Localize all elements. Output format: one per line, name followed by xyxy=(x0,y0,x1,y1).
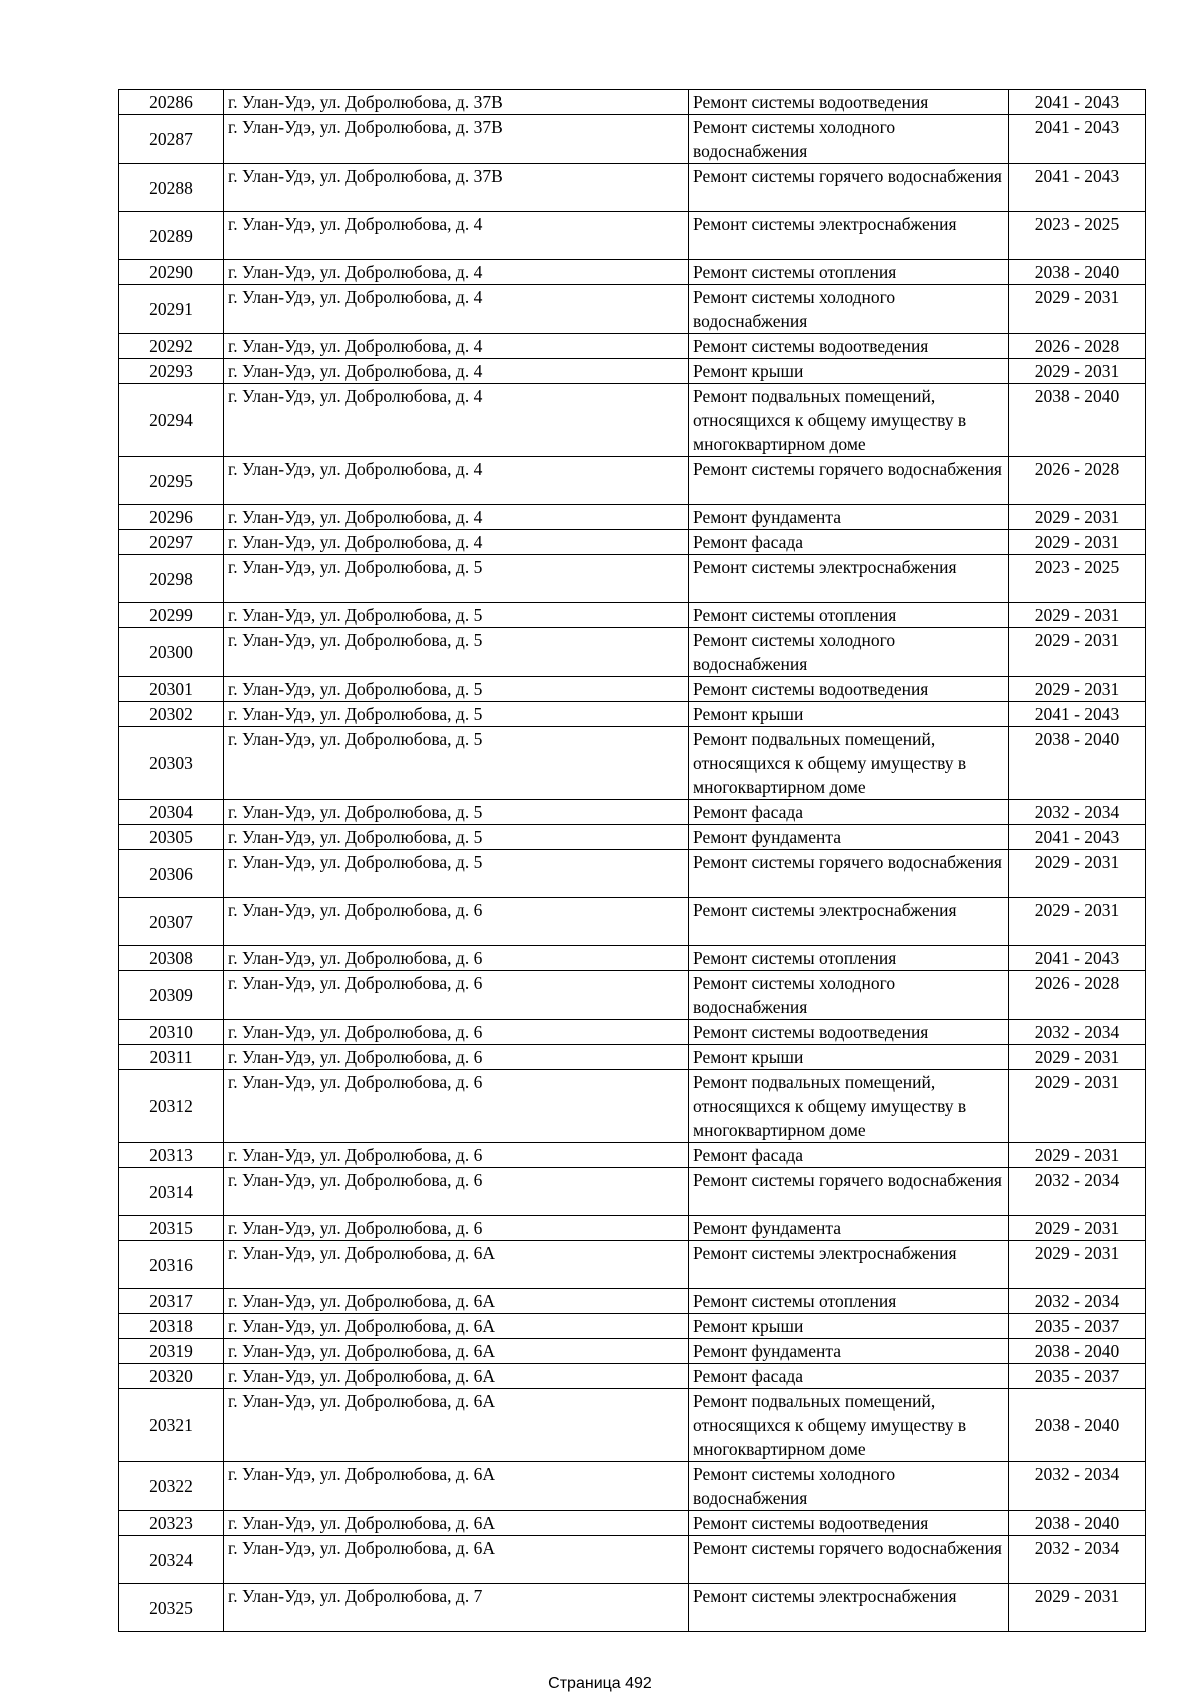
table-row xyxy=(119,1168,1146,1216)
row-number-cell: 20287 xyxy=(119,115,224,164)
years-cell: 2029 - 2031 xyxy=(1009,530,1146,555)
years-cell: 2038 - 2040 xyxy=(1009,1389,1146,1462)
work-type-cell: Ремонт фасада xyxy=(689,1143,1009,1168)
table-row xyxy=(119,727,1146,800)
table-row xyxy=(119,359,1146,384)
table-row xyxy=(119,825,1146,850)
work-type-cell: Ремонт подвальных помещений, относящихся к общему имуществу в многоквартирном доме xyxy=(689,727,1009,800)
address-cell: г. Улан-Удэ, ул. Добролюбова, д. 5 xyxy=(224,628,689,677)
table-row xyxy=(119,285,1146,334)
years-cell: 2029 - 2031 xyxy=(1009,1584,1146,1632)
row-number-cell: 20312 xyxy=(119,1070,224,1143)
row-number-cell: 20315 xyxy=(119,1216,224,1241)
address-cell: г. Улан-Удэ, ул. Добролюбова, д. 4 xyxy=(224,285,689,334)
row-number-cell: 20297 xyxy=(119,530,224,555)
table-row xyxy=(119,555,1146,603)
work-type-cell: Ремонт системы электроснабжения xyxy=(689,1241,1009,1289)
address-cell: г. Улан-Удэ, ул. Добролюбова, д. 37В xyxy=(224,115,689,164)
row-number-cell: 20306 xyxy=(119,850,224,898)
address-cell: г. Улан-Удэ, ул. Добролюбова, д. 6 xyxy=(224,1216,689,1241)
row-number-cell: 20311 xyxy=(119,1045,224,1070)
row-number-cell: 20313 xyxy=(119,1143,224,1168)
work-type-cell: Ремонт системы холодного водоснабжения xyxy=(689,628,1009,677)
work-type-cell: Ремонт системы водоотведения xyxy=(689,677,1009,702)
work-type-cell: Ремонт крыши xyxy=(689,359,1009,384)
years-cell: 2029 - 2031 xyxy=(1009,1045,1146,1070)
row-number-cell: 20299 xyxy=(119,603,224,628)
address-cell: г. Улан-Удэ, ул. Добролюбова, д. 4 xyxy=(224,530,689,555)
years-cell: 2029 - 2031 xyxy=(1009,1216,1146,1241)
address-cell: г. Улан-Удэ, ул. Добролюбова, д. 5 xyxy=(224,677,689,702)
years-cell: 2032 - 2034 xyxy=(1009,1536,1146,1584)
work-type-cell: Ремонт крыши xyxy=(689,1314,1009,1339)
row-number-cell: 20325 xyxy=(119,1584,224,1632)
table-row xyxy=(119,260,1146,285)
table-row xyxy=(119,603,1146,628)
work-type-cell: Ремонт системы горячего водоснабжения xyxy=(689,850,1009,898)
years-cell: 2029 - 2031 xyxy=(1009,898,1146,946)
row-number-cell: 20324 xyxy=(119,1536,224,1584)
address-cell: г. Улан-Удэ, ул. Добролюбова, д. 5 xyxy=(224,555,689,603)
table-row xyxy=(119,1241,1146,1289)
table-row xyxy=(119,971,1146,1020)
table-row xyxy=(119,1511,1146,1536)
address-cell: г. Улан-Удэ, ул. Добролюбова, д. 7 xyxy=(224,1584,689,1632)
address-cell: г. Улан-Удэ, ул. Добролюбова, д. 6 xyxy=(224,1020,689,1045)
years-cell: 2035 - 2037 xyxy=(1009,1364,1146,1389)
years-cell: 2029 - 2031 xyxy=(1009,1070,1146,1143)
table-row xyxy=(119,1289,1146,1314)
work-type-cell: Ремонт фасада xyxy=(689,530,1009,555)
work-type-cell: Ремонт системы электроснабжения xyxy=(689,212,1009,260)
address-cell: г. Улан-Удэ, ул. Добролюбова, д. 6 xyxy=(224,1168,689,1216)
table-row xyxy=(119,115,1146,164)
work-type-cell: Ремонт системы горячего водоснабжения xyxy=(689,164,1009,212)
table-row xyxy=(119,702,1146,727)
address-cell: г. Улан-Удэ, ул. Добролюбова, д. 4 xyxy=(224,212,689,260)
years-cell: 2038 - 2040 xyxy=(1009,384,1146,457)
address-cell: г. Улан-Удэ, ул. Добролюбова, д. 6 xyxy=(224,1070,689,1143)
address-cell: г. Улан-Удэ, ул. Добролюбова, д. 4 xyxy=(224,384,689,457)
table-row xyxy=(119,530,1146,555)
row-number-cell: 20290 xyxy=(119,260,224,285)
work-type-cell: Ремонт системы электроснабжения xyxy=(689,555,1009,603)
row-number-cell: 20289 xyxy=(119,212,224,260)
row-number-cell: 20316 xyxy=(119,1241,224,1289)
row-number-cell: 20320 xyxy=(119,1364,224,1389)
address-cell: г. Улан-Удэ, ул. Добролюбова, д. 5 xyxy=(224,800,689,825)
row-number-cell: 20310 xyxy=(119,1020,224,1045)
address-cell: г. Улан-Удэ, ул. Добролюбова, д. 6 xyxy=(224,1143,689,1168)
work-type-cell: Ремонт системы холодного водоснабжения xyxy=(689,971,1009,1020)
address-cell: г. Улан-Удэ, ул. Добролюбова, д. 6А xyxy=(224,1289,689,1314)
row-number-cell: 20308 xyxy=(119,946,224,971)
row-number-cell: 20307 xyxy=(119,898,224,946)
years-cell: 2029 - 2031 xyxy=(1009,628,1146,677)
years-cell: 2032 - 2034 xyxy=(1009,1462,1146,1511)
table-row xyxy=(119,898,1146,946)
row-number-cell: 20314 xyxy=(119,1168,224,1216)
row-number-cell: 20292 xyxy=(119,334,224,359)
years-cell: 2029 - 2031 xyxy=(1009,1143,1146,1168)
table-row xyxy=(119,164,1146,212)
table-row xyxy=(119,384,1146,457)
address-cell: г. Улан-Удэ, ул. Добролюбова, д. 6А xyxy=(224,1389,689,1462)
years-cell: 2023 - 2025 xyxy=(1009,555,1146,603)
years-cell: 2038 - 2040 xyxy=(1009,1511,1146,1536)
work-type-cell: Ремонт крыши xyxy=(689,1045,1009,1070)
table-row xyxy=(119,850,1146,898)
page-number: Страница 492 xyxy=(548,1675,652,1692)
row-number-cell: 20300 xyxy=(119,628,224,677)
row-number-cell: 20291 xyxy=(119,285,224,334)
years-cell: 2026 - 2028 xyxy=(1009,457,1146,505)
address-cell: г. Улан-Удэ, ул. Добролюбова, д. 6А xyxy=(224,1241,689,1289)
years-cell: 2038 - 2040 xyxy=(1009,727,1146,800)
row-number-cell: 20298 xyxy=(119,555,224,603)
row-number-cell: 20301 xyxy=(119,677,224,702)
table-row xyxy=(119,1364,1146,1389)
address-cell: г. Улан-Удэ, ул. Добролюбова, д. 6А xyxy=(224,1339,689,1364)
table-row xyxy=(119,1045,1146,1070)
row-number-cell: 20288 xyxy=(119,164,224,212)
table-row xyxy=(119,1143,1146,1168)
row-number-cell: 20296 xyxy=(119,505,224,530)
years-cell: 2029 - 2031 xyxy=(1009,1241,1146,1289)
row-number-cell: 20305 xyxy=(119,825,224,850)
work-type-cell: Ремонт фундамента xyxy=(689,505,1009,530)
work-type-cell: Ремонт системы холодного водоснабжения xyxy=(689,115,1009,164)
years-cell: 2026 - 2028 xyxy=(1009,971,1146,1020)
years-cell: 2041 - 2043 xyxy=(1009,164,1146,212)
row-number-cell: 20321 xyxy=(119,1389,224,1462)
work-type-cell: Ремонт системы холодного водоснабжения xyxy=(689,1462,1009,1511)
row-number-cell: 20286 xyxy=(119,90,224,115)
work-type-cell: Ремонт фасада xyxy=(689,1364,1009,1389)
address-cell: г. Улан-Удэ, ул. Добролюбова, д. 5 xyxy=(224,702,689,727)
table-row xyxy=(119,800,1146,825)
years-cell: 2029 - 2031 xyxy=(1009,505,1146,530)
address-cell: г. Улан-Удэ, ул. Добролюбова, д. 6А xyxy=(224,1536,689,1584)
years-cell: 2038 - 2040 xyxy=(1009,260,1146,285)
row-number-cell: 20304 xyxy=(119,800,224,825)
years-cell: 2032 - 2034 xyxy=(1009,1289,1146,1314)
row-number-cell: 20322 xyxy=(119,1462,224,1511)
table-row xyxy=(119,1314,1146,1339)
work-type-cell: Ремонт фундамента xyxy=(689,1216,1009,1241)
address-cell: г. Улан-Удэ, ул. Добролюбова, д. 5 xyxy=(224,825,689,850)
table-row xyxy=(119,90,1146,115)
years-cell: 2032 - 2034 xyxy=(1009,800,1146,825)
work-type-cell: Ремонт системы отопления xyxy=(689,603,1009,628)
years-cell: 2023 - 2025 xyxy=(1009,212,1146,260)
years-cell: 2029 - 2031 xyxy=(1009,285,1146,334)
address-cell: г. Улан-Удэ, ул. Добролюбова, д. 6 xyxy=(224,898,689,946)
row-number-cell: 20309 xyxy=(119,971,224,1020)
work-type-cell: Ремонт подвальных помещений, относящихся к общему имуществу в многоквартирном доме xyxy=(689,1389,1009,1462)
work-type-cell: Ремонт системы отопления xyxy=(689,1289,1009,1314)
row-number-cell: 20323 xyxy=(119,1511,224,1536)
years-cell: 2041 - 2043 xyxy=(1009,115,1146,164)
work-type-cell: Ремонт системы отопления xyxy=(689,260,1009,285)
work-type-cell: Ремонт системы электроснабжения xyxy=(689,1584,1009,1632)
address-cell: г. Улан-Удэ, ул. Добролюбова, д. 6 xyxy=(224,971,689,1020)
address-cell: г. Улан-Удэ, ул. Добролюбова, д. 4 xyxy=(224,359,689,384)
row-number-cell: 20295 xyxy=(119,457,224,505)
row-number-cell: 20294 xyxy=(119,384,224,457)
table-row xyxy=(119,1584,1146,1632)
years-cell: 2041 - 2043 xyxy=(1009,946,1146,971)
years-cell: 2035 - 2037 xyxy=(1009,1314,1146,1339)
table-row xyxy=(119,505,1146,530)
work-type-cell: Ремонт подвальных помещений, относящихся к общему имуществу в многоквартирном доме xyxy=(689,384,1009,457)
years-cell: 2032 - 2034 xyxy=(1009,1168,1146,1216)
address-cell: г. Улан-Удэ, ул. Добролюбова, д. 6А xyxy=(224,1511,689,1536)
work-type-cell: Ремонт системы водоотведения xyxy=(689,1511,1009,1536)
work-type-cell: Ремонт системы холодного водоснабжения xyxy=(689,285,1009,334)
table-row xyxy=(119,212,1146,260)
address-cell: г. Улан-Удэ, ул. Добролюбова, д. 4 xyxy=(224,260,689,285)
work-type-cell: Ремонт фундамента xyxy=(689,825,1009,850)
years-cell: 2041 - 2043 xyxy=(1009,825,1146,850)
row-number-cell: 20318 xyxy=(119,1314,224,1339)
row-number-cell: 20303 xyxy=(119,727,224,800)
row-number-cell: 20293 xyxy=(119,359,224,384)
address-cell: г. Улан-Удэ, ул. Добролюбова, д. 6 xyxy=(224,1045,689,1070)
work-type-cell: Ремонт системы отопления xyxy=(689,946,1009,971)
work-type-cell: Ремонт системы горячего водоснабжения xyxy=(689,1536,1009,1584)
address-cell: г. Улан-Удэ, ул. Добролюбова, д. 5 xyxy=(224,850,689,898)
years-cell: 2029 - 2031 xyxy=(1009,677,1146,702)
address-cell: г. Улан-Удэ, ул. Добролюбова, д. 4 xyxy=(224,457,689,505)
row-number-cell: 20317 xyxy=(119,1289,224,1314)
table-row xyxy=(119,677,1146,702)
address-cell: г. Улан-Удэ, ул. Добролюбова, д. 5 xyxy=(224,727,689,800)
years-cell: 2032 - 2034 xyxy=(1009,1020,1146,1045)
work-type-cell: Ремонт фундамента xyxy=(689,1339,1009,1364)
table-row xyxy=(119,1216,1146,1241)
table-row xyxy=(119,1536,1146,1584)
years-cell: 2029 - 2031 xyxy=(1009,850,1146,898)
work-type-cell: Ремонт системы горячего водоснабжения xyxy=(689,1168,1009,1216)
years-cell: 2041 - 2043 xyxy=(1009,702,1146,727)
table-row xyxy=(119,334,1146,359)
table-row xyxy=(119,1020,1146,1045)
address-cell: г. Улан-Удэ, ул. Добролюбова, д. 4 xyxy=(224,334,689,359)
table-row xyxy=(119,1389,1146,1462)
address-cell: г. Улан-Удэ, ул. Добролюбова, д. 5 xyxy=(224,603,689,628)
address-cell: г. Улан-Удэ, ул. Добролюбова, д. 6А xyxy=(224,1314,689,1339)
table-row xyxy=(119,628,1146,677)
years-cell: 2026 - 2028 xyxy=(1009,334,1146,359)
table-row xyxy=(119,1070,1146,1143)
table-row xyxy=(119,1462,1146,1511)
row-number-cell: 20319 xyxy=(119,1339,224,1364)
work-type-cell: Ремонт системы водоотведения xyxy=(689,90,1009,115)
work-type-cell: Ремонт подвальных помещений, относящихся к общему имуществу в многоквартирном доме xyxy=(689,1070,1009,1143)
work-type-cell: Ремонт системы водоотведения xyxy=(689,1020,1009,1045)
address-cell: г. Улан-Удэ, ул. Добролюбова, д. 37В xyxy=(224,90,689,115)
table-body xyxy=(119,90,1146,1632)
row-number-cell: 20302 xyxy=(119,702,224,727)
years-cell: 2029 - 2031 xyxy=(1009,603,1146,628)
address-cell: г. Улан-Удэ, ул. Добролюбова, д. 6А xyxy=(224,1364,689,1389)
years-cell: 2041 - 2043 xyxy=(1009,90,1146,115)
work-type-cell: Ремонт крыши xyxy=(689,702,1009,727)
years-cell: 2029 - 2031 xyxy=(1009,359,1146,384)
table-row xyxy=(119,1339,1146,1364)
work-type-cell: Ремонт фасада xyxy=(689,800,1009,825)
table-row xyxy=(119,457,1146,505)
repair-schedule-table xyxy=(118,89,1146,1632)
work-type-cell: Ремонт системы водоотведения xyxy=(689,334,1009,359)
work-type-cell: Ремонт системы электроснабжения xyxy=(689,898,1009,946)
address-cell: г. Улан-Удэ, ул. Добролюбова, д. 37В xyxy=(224,164,689,212)
table-row xyxy=(119,946,1146,971)
years-cell: 2038 - 2040 xyxy=(1009,1339,1146,1364)
work-type-cell: Ремонт системы горячего водоснабжения xyxy=(689,457,1009,505)
address-cell: г. Улан-Удэ, ул. Добролюбова, д. 4 xyxy=(224,505,689,530)
address-cell: г. Улан-Удэ, ул. Добролюбова, д. 6 xyxy=(224,946,689,971)
address-cell: г. Улан-Удэ, ул. Добролюбова, д. 6А xyxy=(224,1462,689,1511)
